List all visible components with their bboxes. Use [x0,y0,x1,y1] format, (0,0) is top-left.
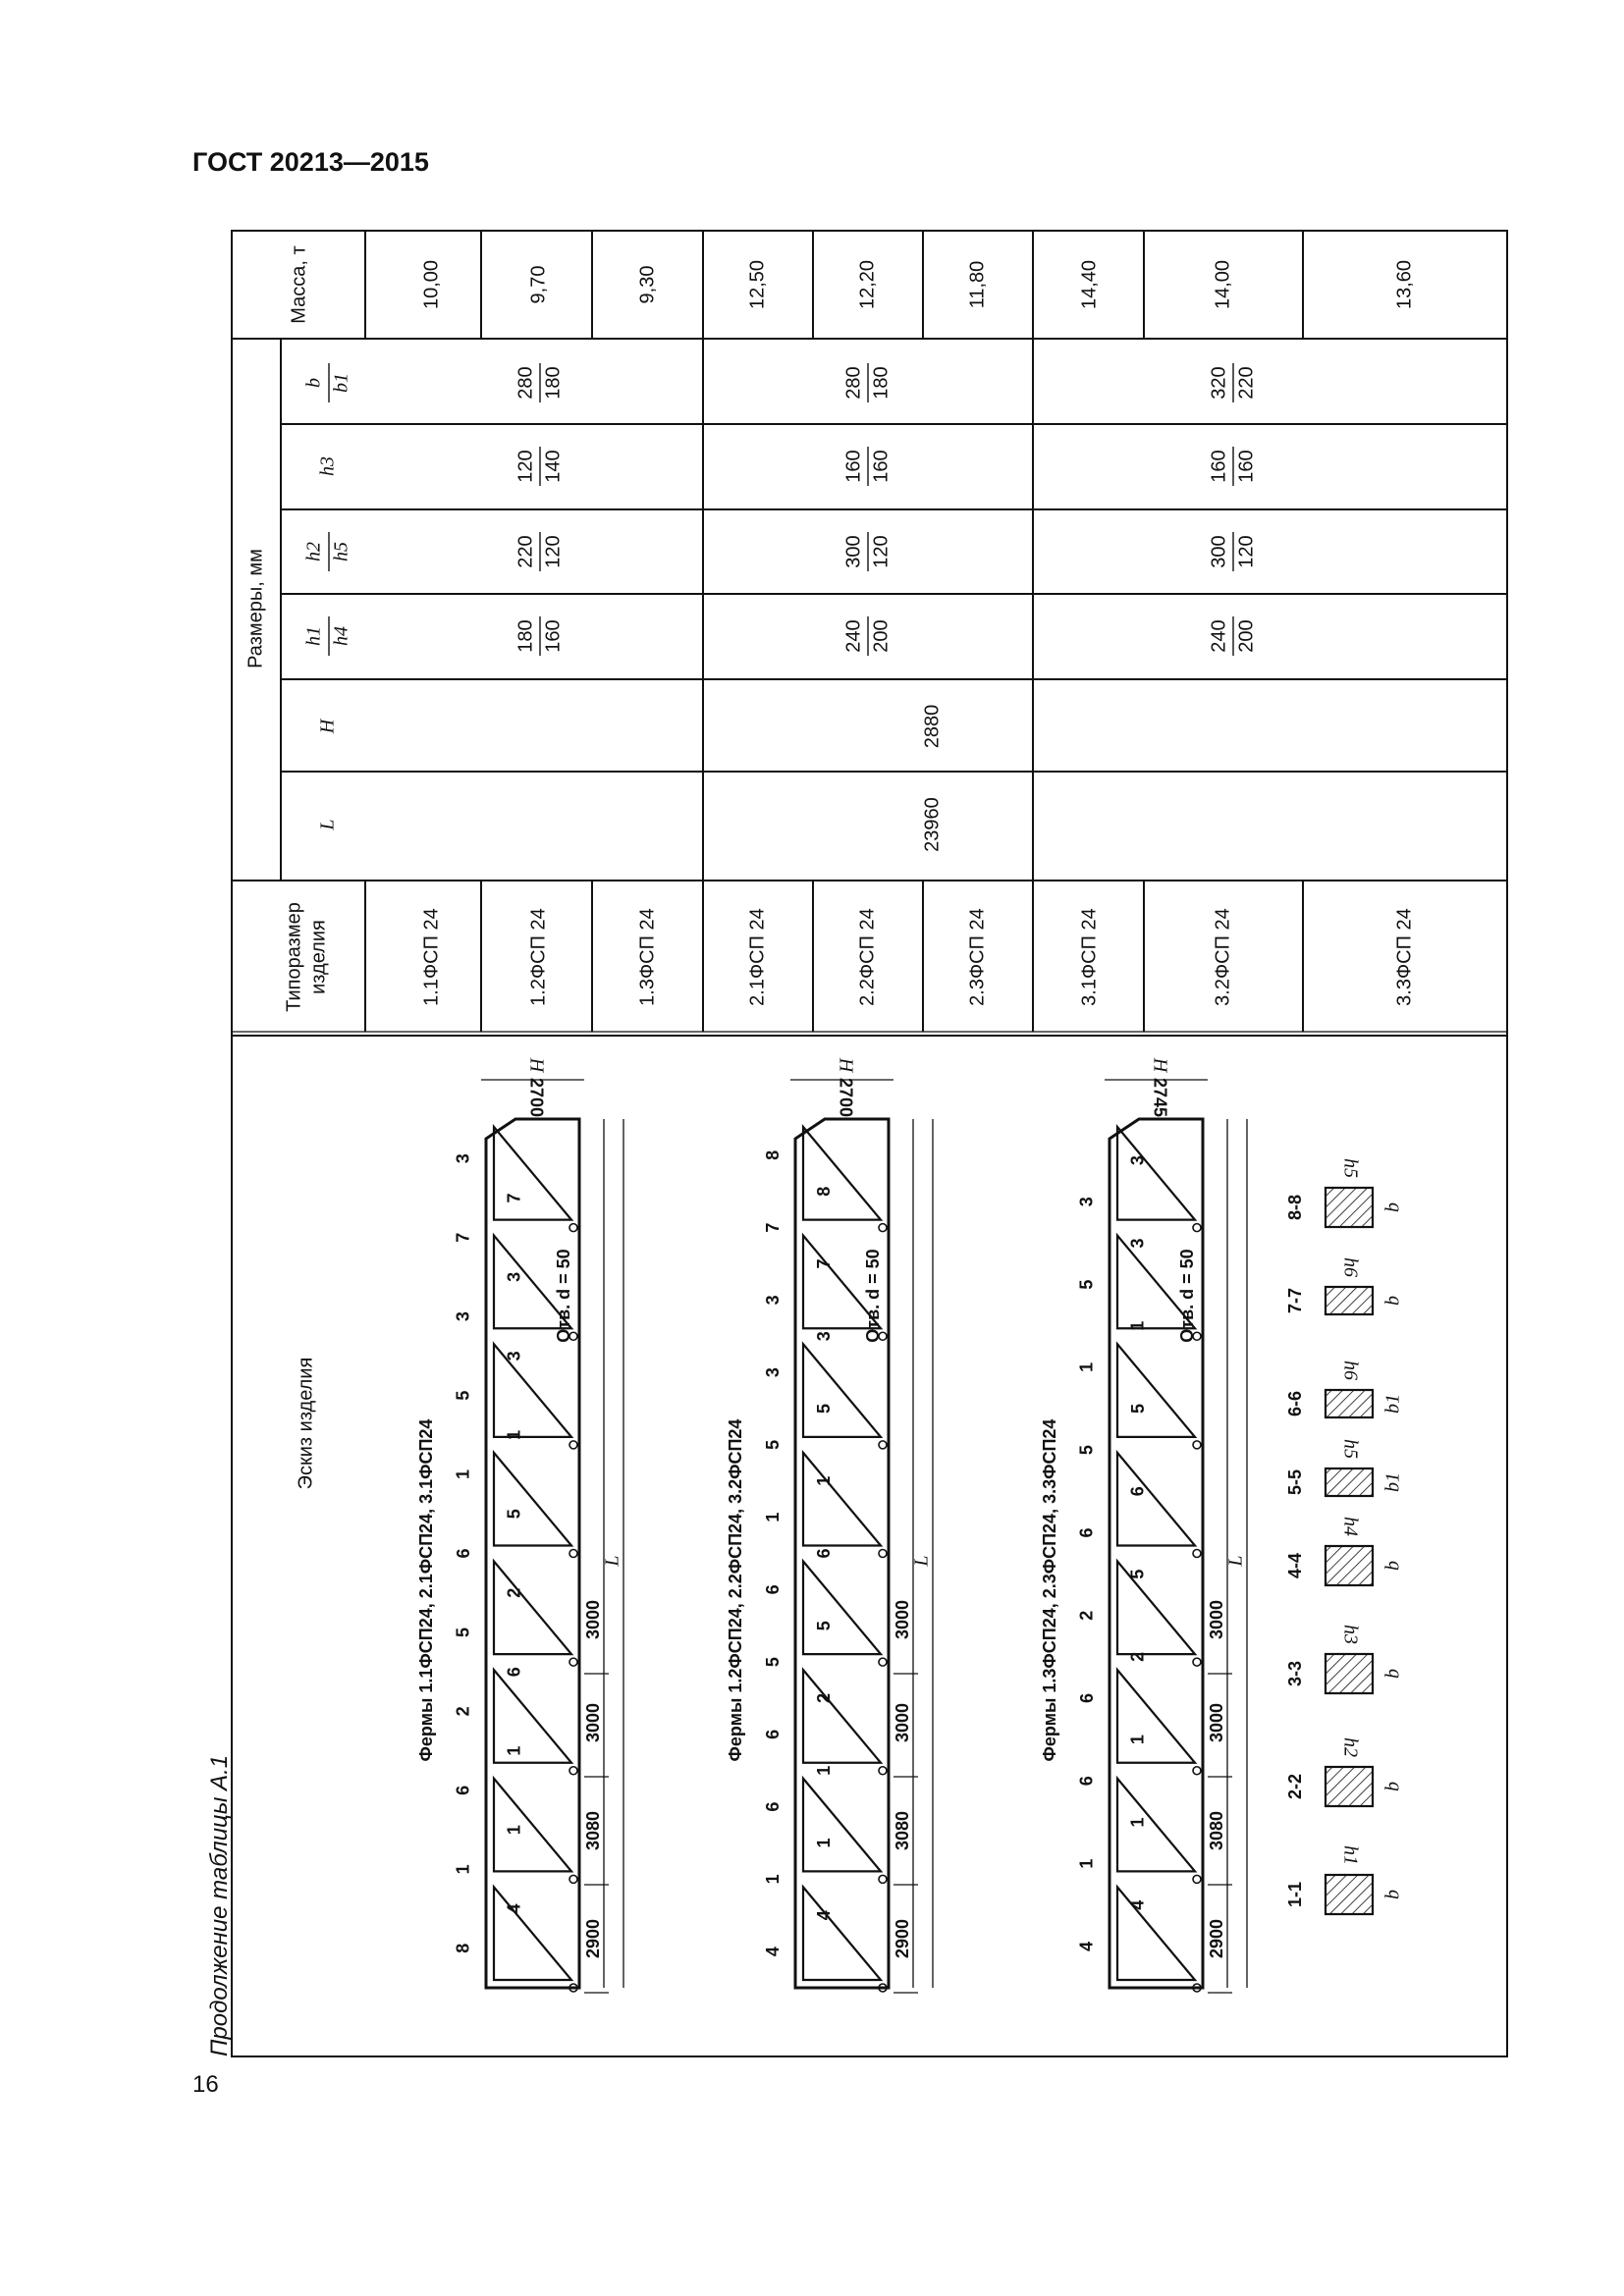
section-3-dim-a: b [1381,1669,1404,1679]
sketch-1-segment-3: 3000 [582,1702,603,1743]
section-rect-3 [1326,1654,1373,1693]
mass-cell-5: 12,20 [856,259,879,310]
sketch-1-segment-4: 3000 [582,1599,603,1640]
sketch-top-dim-3: 2745 [1150,1077,1170,1118]
sketch-3 [1040,1057,1247,1993]
type-cell-9: 3.3ФСП 24 [1393,908,1416,1006]
type-cell-3: 1.3ФСП 24 [636,908,659,1006]
dim-header-h2h5-num: h2 [302,542,325,561]
sketch-2-mark-6: 1 [813,1765,834,1776]
group2-bb1-den: 180 [870,366,893,400]
sketch-2-mark-22: 8 [813,1186,834,1197]
sketch-1 [416,1057,623,1993]
sketch-2-mark-2: 4 [813,1910,834,1921]
sketch-1-mark-16: 3 [504,1351,524,1362]
sketch-1-mark-19: 7 [453,1232,473,1243]
mass-cell-2: 9,70 [527,265,550,304]
sketch-2-mark-14: 1 [813,1475,834,1486]
sketch-1-mark-7: 2 [453,1706,473,1717]
sketch-caption-3: Фермы 1.3ФСП24, 2.3ФСП24, 3.3ФСП24 [1039,1418,1059,1762]
group3-h3-num: 160 [1208,450,1230,483]
sketch-hole-note-1: Отв. d = 50 [553,1249,573,1343]
mass-cell-1: 10,00 [420,259,443,310]
sketch-caption-1: Фермы 1.1ФСП24, 2.1ФСП24, 3.1ФСП24 [415,1418,436,1762]
section-4-dim-a: b [1381,1561,1404,1571]
section-6-dim-b: h6 [1339,1361,1362,1380]
section-6-dim-a: b1 [1381,1394,1404,1414]
group2-h1h4-den: 200 [870,619,893,653]
sketch-3-mark-15: 1 [1076,1362,1097,1372]
mass-cell-3: 9,30 [636,265,659,304]
H-value-cell: 2880 [921,704,944,749]
group1-h3-den: 140 [542,450,565,483]
section-1-dim-a: b [1381,1890,1404,1899]
sketch-2-mark-3: 1 [762,1874,783,1885]
group3-h2h5-num: 300 [1208,535,1230,568]
sketch-1-mark-4: 1 [504,1825,524,1836]
sketch-dim-L-1: L [601,1555,623,1567]
sketch-2 [726,1057,933,1993]
type-cell-2: 1.2ФСП 24 [527,908,550,1006]
sketch-1-mark-10: 2 [504,1587,524,1598]
sketch-2-mark-21: 7 [762,1222,783,1233]
sketch-3-mark-12: 6 [1127,1486,1148,1497]
sketch-1-mark-11: 6 [453,1548,473,1559]
sketch-3-segment-1: 2900 [1206,1918,1226,1959]
section-label-6: 6-6 [1284,1390,1305,1417]
sketch-1-mark-15: 5 [453,1390,473,1401]
sketch-1-mark-8: 6 [504,1667,524,1678]
sketch-3-segment-4: 3000 [1206,1599,1226,1640]
col-header-mass: Масса, т [288,245,310,324]
mass-cell-7: 14,40 [1078,259,1101,310]
group1-bb1-num: 280 [514,366,537,400]
sketch-1-mark-12: 5 [504,1509,524,1520]
group3-h2h5-den: 120 [1235,535,1258,568]
group1-h1h4-den: 160 [542,619,565,653]
section-rect-4 [1326,1546,1373,1585]
sketch-1-mark-1: 8 [453,1943,473,1953]
section-1-dim-b: h1 [1339,1845,1362,1865]
sketch-2-mark-11: 6 [762,1584,783,1595]
sketch-1-mark-21: 3 [453,1153,473,1164]
col-header-type-line2: изделия [307,920,330,994]
section-rect-1 [1326,1875,1373,1914]
document-header: ГОСТ 20213—2015 [192,147,429,177]
section-5-dim-b: h5 [1339,1439,1362,1459]
sketch-2-mark-5: 6 [762,1801,783,1812]
sketch-1-mark-2: 4 [504,1903,524,1914]
sketch-top-dim-1: 2700 [526,1077,547,1118]
section-2-dim-a: b [1381,1782,1404,1791]
sketch-hole-note-2: Отв. d = 50 [862,1249,883,1343]
section-label-8: 8-8 [1284,1194,1305,1221]
sketch-2-mark-23: 8 [762,1149,783,1160]
dim-header-bb1-num: b [302,378,325,388]
sketch-3-segment-2: 3080 [1206,1810,1226,1851]
sketch-2-mark-1: 4 [762,1947,783,1957]
sketch-3-mark-9: 2 [1076,1610,1097,1621]
sketch-1-mark-20: 7 [504,1193,524,1203]
continuation-label: Продолжение таблицы А.1 [206,1754,233,2056]
sketch-top-dim-2: 2700 [836,1077,856,1118]
section-4-dim-b: h4 [1339,1517,1362,1536]
section-7-dim-a: b [1381,1296,1404,1306]
group3-h1h4-den: 200 [1235,619,1258,653]
sketch-dim-H-2: H [835,1057,857,1073]
page-number: 16 [192,2071,219,2098]
sketch-3-mark-1: 4 [1076,1941,1097,1951]
group2-h2h5-num: 300 [842,535,865,568]
sketch-1-segment-1: 2900 [582,1918,603,1959]
section-rect-8 [1326,1188,1373,1227]
sketch-1-mark-18: 3 [504,1271,524,1282]
sketch-2-segment-4: 3000 [892,1599,912,1640]
group2-h1h4-num: 240 [842,619,865,653]
sketch-2-mark-8: 2 [813,1692,834,1704]
mass-cell-9: 13,60 [1393,259,1416,310]
section-8-dim-a: b [1381,1202,1404,1212]
section-label-3: 3-3 [1284,1660,1305,1687]
section-rect-7 [1326,1287,1373,1314]
group1-h3-num: 120 [514,450,537,483]
group3-h1h4-num: 240 [1208,619,1230,653]
section-label-1: 1-1 [1284,1881,1305,1908]
sketch-dim-H-1: H [525,1057,548,1073]
sketch-3-mark-13: 5 [1076,1445,1097,1456]
section-rect-5 [1326,1468,1373,1496]
section-3-dim-b: h3 [1339,1625,1362,1644]
sketch-dim-L-2: L [910,1555,933,1567]
dim-header-L: L [316,819,339,830]
sketch-2-mark-15: 5 [762,1439,783,1450]
col-header-dimensions: Размеры, мм [244,549,267,668]
sketch-3-mark-11: 6 [1076,1527,1097,1538]
sketch-2-segment-3: 3000 [892,1702,912,1743]
sketch-hole-note-3: Отв. d = 50 [1176,1249,1197,1343]
sketch-3-mark-3: 1 [1076,1858,1097,1869]
section-label-5: 5-5 [1284,1468,1305,1496]
col-header-type-line1: Типоразмер [283,902,305,1012]
sketch-1-mark-9: 5 [453,1627,473,1637]
L-value-cell: 23960 [921,797,944,852]
sketch-2-segment-2: 3080 [892,1810,912,1851]
dim-header-h2h5-den: h5 [330,542,352,561]
section-2-dim-b: h2 [1339,1737,1362,1757]
dim-header-H: H [316,719,339,734]
sketch-dim-L-3: L [1224,1555,1247,1567]
group3-h3-den: 160 [1235,450,1258,483]
sketch-1-mark-5: 6 [453,1785,473,1795]
group1-bb1-den: 180 [542,366,565,400]
sketch-3-mark-10: 5 [1127,1569,1148,1579]
type-cell-5: 2.2ФСП 24 [856,908,879,1006]
mass-cell-6: 11,80 [966,260,989,309]
group1-h2h5-den: 120 [542,535,565,568]
group1-h2h5-num: 220 [514,535,537,568]
sketch-dim-H-3: H [1149,1057,1171,1073]
sketch-3-mark-18: 3 [1127,1238,1148,1249]
sketch-2-mark-20: 7 [813,1258,834,1269]
table-frame [232,231,1507,2056]
sketch-2-mark-12: 6 [813,1548,834,1559]
sketch-3-mark-4: 1 [1127,1817,1148,1828]
group1-h1h4-num: 180 [514,619,537,653]
sketch-3-mark-17: 5 [1076,1279,1097,1290]
mass-cell-4: 12,50 [746,259,769,310]
sketch-3-mark-16: 1 [1127,1320,1148,1331]
type-cell-4: 2.1ФСП 24 [746,908,769,1006]
sketch-1-mark-14: 1 [504,1429,524,1440]
sketch-3-mark-20: 3 [1127,1155,1148,1166]
sketch-2-mark-19: 3 [762,1295,783,1306]
section-label-7: 7-7 [1284,1287,1305,1314]
sketch-2-mark-16: 5 [813,1403,834,1415]
sketch-2-mark-4: 1 [813,1838,834,1848]
sketch-1-mark-17: 3 [453,1311,473,1322]
section-rect-6 [1326,1390,1373,1417]
sketch-3-mark-5: 6 [1076,1776,1097,1787]
sketch-2-mark-9: 5 [762,1657,783,1668]
dim-header-h3: h3 [316,456,339,476]
sketch-1-mark-6: 1 [504,1745,524,1756]
group2-h3-num: 160 [842,450,865,483]
type-cell-1: 1.1ФСП 24 [420,908,443,1006]
col-header-sketch: Эскиз изделия [295,1357,317,1490]
group2-h2h5-den: 120 [870,535,893,568]
sketch-1-mark-3: 1 [453,1864,473,1875]
type-cell-6: 2.3ФСП 24 [966,908,989,1006]
section-8-dim-b: h5 [1339,1158,1362,1178]
sketch-3-mark-19: 3 [1076,1197,1097,1207]
sketch-3-mark-6: 1 [1127,1735,1148,1745]
sketch-2-mark-7: 6 [762,1729,783,1739]
sketch-2-mark-13: 1 [762,1512,783,1522]
sketch-caption-2: Фермы 1.2ФСП24, 2.2ФСП24, 3.2ФСП24 [725,1418,745,1762]
dim-header-h1h4-num: h1 [302,626,325,646]
section-rect-2 [1326,1767,1373,1806]
sketch-2-mark-10: 5 [813,1621,834,1631]
group2-bb1-num: 280 [842,366,865,400]
cross-sections [1285,1158,1404,1914]
dim-header-h1h4-den: h4 [330,626,352,646]
sketch-2-mark-18: 3 [813,1331,834,1342]
type-cell-8: 3.2ФСП 24 [1212,908,1234,1006]
type-cell-7: 3.1ФСП 24 [1078,908,1101,1006]
sketch-3-mark-7: 6 [1076,1692,1097,1704]
group3-bb1-num: 320 [1208,366,1230,400]
group3-bb1-den: 220 [1235,366,1258,400]
sketch-3-segment-3: 3000 [1206,1702,1226,1743]
sketch-3-mark-2: 4 [1127,1899,1148,1910]
group2-h3-den: 160 [870,450,893,483]
sketch-3-mark-14: 5 [1127,1403,1148,1415]
sketch-1-segment-2: 3080 [582,1810,603,1851]
section-label-2: 2-2 [1284,1773,1305,1800]
section-7-dim-b: h6 [1339,1257,1362,1277]
section-5-dim-a: b1 [1381,1472,1404,1492]
sketch-3-mark-8: 2 [1127,1651,1148,1662]
dim-header-bb1-den: b1 [330,373,352,393]
section-label-4: 4-4 [1284,1552,1305,1579]
sketch-1-mark-13: 1 [453,1469,473,1480]
mass-cell-8: 14,00 [1212,259,1234,310]
sketch-2-segment-1: 2900 [892,1918,912,1959]
sketch-2-mark-17: 3 [762,1367,783,1378]
